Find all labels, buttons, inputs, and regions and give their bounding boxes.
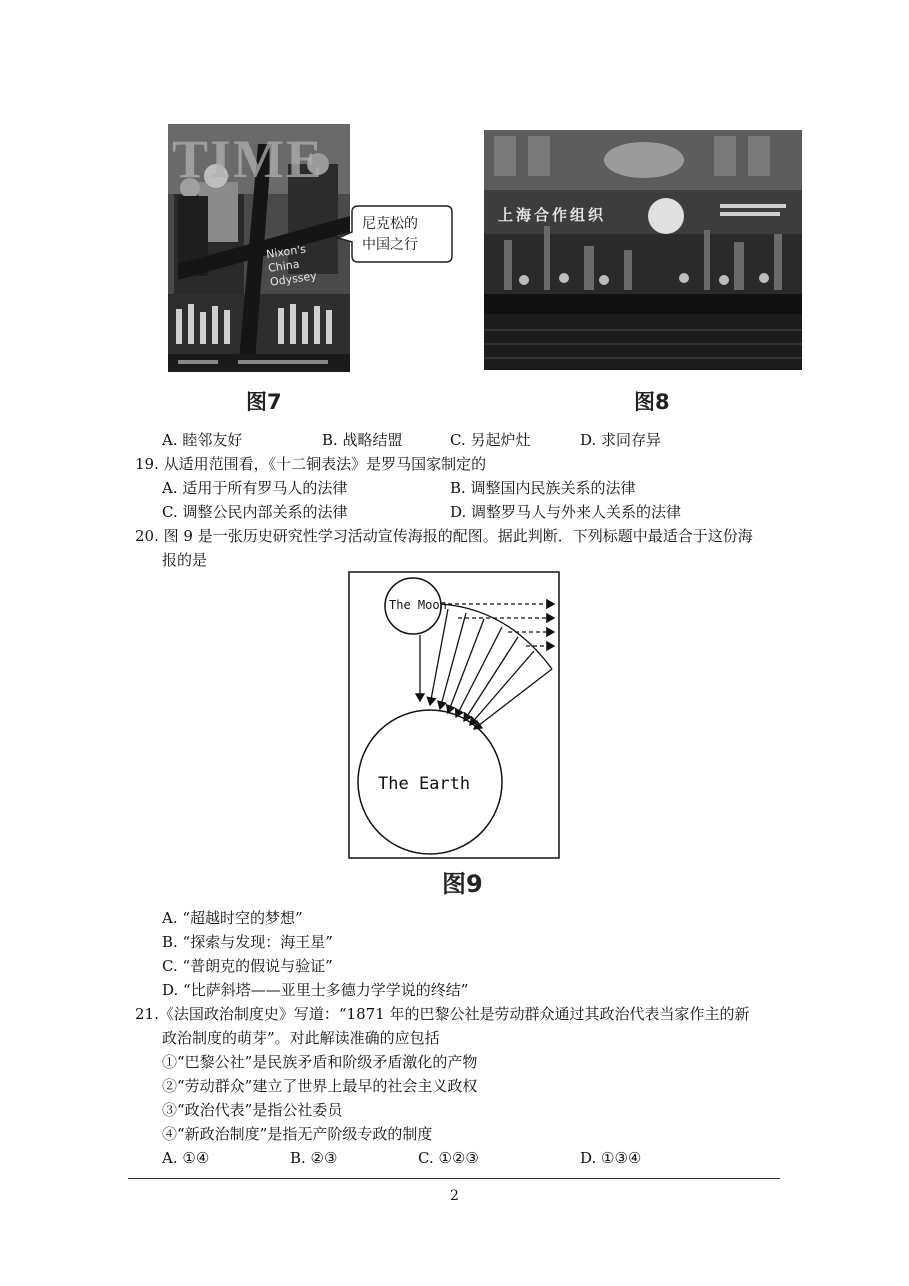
q18-option-d: D. 求同存异: [580, 431, 662, 449]
q18-option-c: C. 另起炉灶: [450, 431, 531, 449]
figure-7-headline: Nixon's China Odyssey: [265, 242, 318, 289]
figure-7-bubble-line1: 尼克松的: [362, 216, 418, 232]
q20-option-a: A. “超越时空的梦想”: [162, 909, 303, 927]
figure-8-banner: 上海合作组织: [498, 206, 607, 224]
q21-item-4: ④“新政治制度”是指无产阶级专政的制度: [162, 1125, 433, 1143]
q21-option-c: C. ①②③: [418, 1149, 479, 1167]
figure-7-caption: 图7: [246, 390, 282, 414]
q21-item-3: ③“政治代表”是指公社委员: [162, 1101, 343, 1119]
figure-9-diagram: [348, 571, 560, 859]
page-number: 2: [450, 1188, 459, 1204]
figure-9-earth-label: The Earth: [378, 774, 471, 794]
q20-option-b: B. “探索与发现：海王星”: [162, 933, 333, 951]
figure-7-image: [168, 124, 350, 372]
footer-rule: [128, 1178, 780, 1179]
figure-8-image: [484, 130, 802, 370]
q19-option-a: A. 适用于所有罗马人的法律: [162, 479, 348, 497]
q20-stem-line1: 20. 图 9 是一张历史研究性学习活动宣传海报的配图。据此判断．下列标题中最适合于这份海: [135, 527, 753, 545]
q21-option-a: A. ①④: [162, 1149, 210, 1167]
figure-9-caption: 图9: [442, 870, 483, 898]
figure-7-bubble-line2: 中国之行: [362, 237, 418, 253]
figure-9-moon-label: The Moon: [389, 598, 447, 612]
q21-option-b: B. ②③: [290, 1149, 338, 1167]
figure-8-caption: 图8: [634, 390, 670, 414]
q21-item-1: ①“巴黎公社”是民族矛盾和阶级矛盾激化的产物: [162, 1053, 478, 1071]
q21-option-d: D. ①③④: [580, 1149, 642, 1167]
q18-option-a: A. 睦邻友好: [162, 431, 243, 449]
q19-option-b: B. 调整国内民族关系的法律: [450, 479, 636, 497]
q21-stem-line2: 政治制度的萌芽”。对此解读准确的应包括: [162, 1029, 440, 1047]
q20-stem-line2: 报的是: [162, 551, 208, 569]
q21-stem-line1: 21.《法国政治制度史》写道：“1871 年的巴黎公社是劳动群众通过其政治代表当家作主的新: [135, 1005, 750, 1023]
q18-option-b: B. 战略结盟: [322, 431, 403, 449]
q21-item-2: ②“劳动群众”建立了世界上最早的社会主义政权: [162, 1077, 478, 1095]
q20-option-c: C. “普朗克的假说与验证”: [162, 957, 333, 975]
q19-option-d: D. 调整罗马人与外来人关系的法律: [450, 503, 682, 521]
q19-stem: 19. 从适用范围看，《十二铜表法》是罗马国家制定的: [135, 455, 487, 473]
figure-7-masthead: TIME: [172, 129, 325, 189]
q19-option-c: C. 调整公民内部关系的法律: [162, 503, 348, 521]
q20-option-d: D. “比萨斜塔——亚里士多德力学学说的终结”: [162, 981, 469, 999]
figure-8-photo-art: [484, 130, 802, 370]
